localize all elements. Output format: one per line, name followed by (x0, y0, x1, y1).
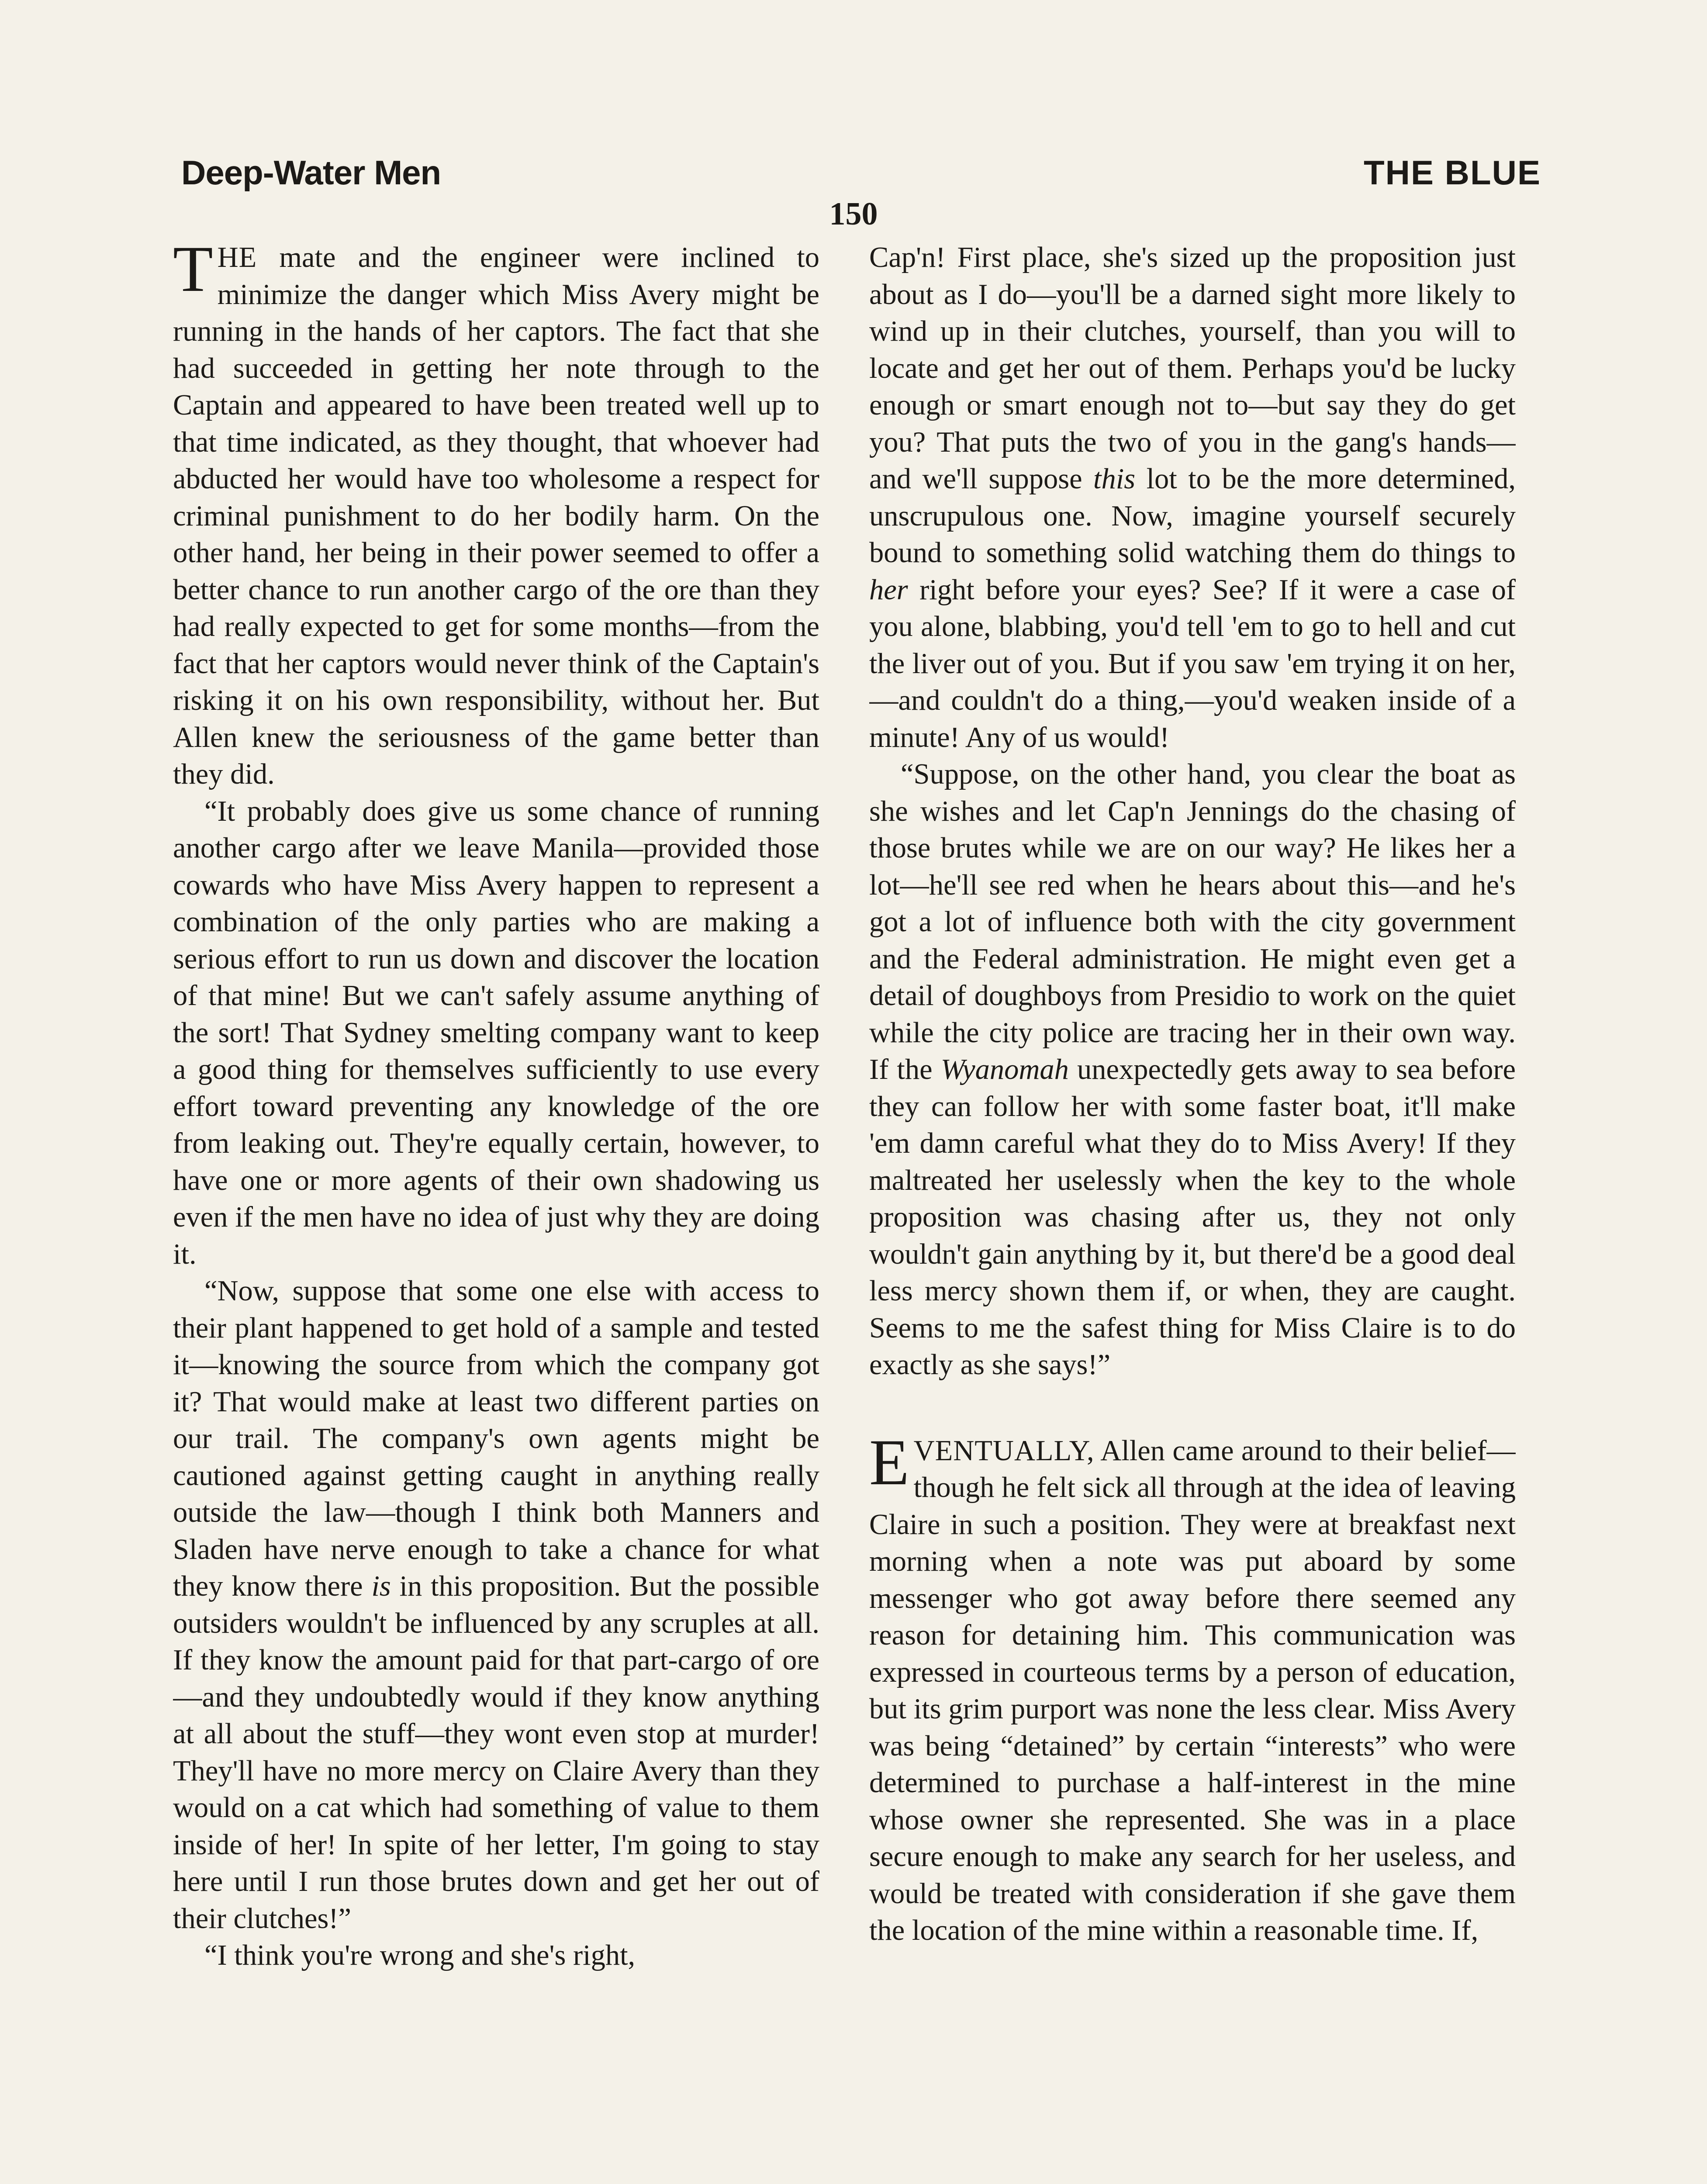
paragraph (173, 1273, 819, 1937)
paragraph-text: in this proposition. But the possible outsiders wouldn't be influenced by any scruples at all. If they know the amount paid for that part-cargo of ore—and they undoubtedly would if they know anything at all about the stuff—they wont even stop at murder! They'll have no more mercy on Claire Avery than they would on a cat which had something of value to them inside of her! In spite of her letter, I'm going to stay here until I run those brutes down and get her out of their clutches!” (173, 1570, 819, 1935)
emphasis: her (869, 574, 908, 606)
drop-cap: E (869, 1426, 909, 1499)
paragraph-text: lot to be the more determined, unscrupulous one. Now, imagine yourself securely bound to something solid watching them do things to (869, 463, 1516, 569)
emphasis: is (371, 1570, 391, 1602)
paragraph-text: mate and the engineer were inclined to minimize the danger which Miss Avery might be running in the hands of her captors. The fact that she had succeeded in getting her note through to the Captain and appeared to have been treated well up to that time indicated, as they thought, that whoever had abducted her would have too wholesome a respect for criminal punishment to do her bodily harm. On the other hand, her being in their power seemed to offer a better chance to run another cargo of the ore than they had really expected to get for some months—from the fact that her captors would never think of the Captain's risking it on his own responsibility, without her. But Allen knew the seriousness of the game better than they did. (173, 242, 819, 790)
lead-in: VENTUALLY, (913, 1434, 1095, 1467)
paragraph: “I think you're wrong and she's right, (204, 1939, 636, 1971)
paragraph (869, 239, 1516, 756)
paragraph-text: “Now, suppose that some one else with access to their plant happened to get hold of a sample and tested it—knowing the source from which the company got it? That would make at least two different parties on our trail. The company's own agents might be cautioned against getting caught in anything really outside the law—though I think both Manners and Sladen have nerve enough to take a chance for what they know there (173, 1275, 819, 1602)
ship-name: Wyanomah (940, 1054, 1069, 1085)
page-number: 150 (829, 196, 878, 232)
paragraph-text: unexpectedly gets away to sea before they can follow her with some faster boat, it'll make 'em damn careful what they do to Miss Avery! If they maltreated her uselessly when the key to the whole proposition was chasing after us, they not only wouldn't gain anything by it, but there'd be a good deal less mercy shown them if, or when, they are caught. Seems to me the safest thing for Miss Claire is to do exactly as she says!” (869, 1054, 1516, 1381)
paragraph (869, 1426, 1516, 1949)
emphasis: this (1093, 463, 1136, 495)
paragraph-text: Cap'n! First place, she's sized up the proposition just about as I do—you'll be a darned sight more likely to wind up in their clutches, yourself, than you will to locate and get her out of them. Perhaps you'd be lucky enough or smart enough not to—but say they do get you? That puts the two of you in the gang's hands—and we'll suppose (869, 242, 1516, 495)
paragraph-text: “Suppose, on the other hand, you clear the boat as she wishes and let Cap'n Jennings do the chasing of those brutes while we are on our way? He likes her a lot—he'll see red when he hears about this—and he's got a lot of influence both with the city government and the Federal administration. He might even get a detail of doughboys from Presidio to work on the quiet while the city police are tracing her in their own way. If the (869, 758, 1516, 1085)
running-header-magazine: THE BLUE (1364, 153, 1541, 192)
running-header-title: Deep-Water Men (181, 153, 441, 192)
paragraph-text: Allen came around to their belief—though he felt sick all through at the idea of leaving Claire in such a position. They were at breakfast next morning when a note was put aboard by some messenger who got away before there seemed any reason for detaining him. This communication was expressed in courteous terms by a person of education, but its grim purport was none the less clear. Miss Avery was being “detained” by certain “interests” who were determined to purchase a half-interest in the mine whose owner she represented. She was in a place secure enough to make any search for her useless, and would be treated with consideration if she gave them the location of the mine within a reasonable time. If, (869, 1434, 1516, 1946)
paragraph (173, 239, 819, 793)
lead-in: HE (217, 242, 257, 273)
paragraph: “It probably does give us some chance of running another cargo after we leave Manila—provided those cowards who have Miss Avery happen to represent a combination of the only parties who are making a serious effort to run us down and discover the location of that mine! But we can't safely assume anything of the sort! That Sydney smelting company want to keep a good thing for themselves sufficiently to use every effort toward preventing any knowledge of the ore from leaking out. They're equally certain, however, to have one or more agents of their own shadowing us even if the men have no idea of just why they are doing it. (173, 795, 819, 1270)
right-column (869, 239, 1516, 2184)
paragraph-text: right before your eyes? See? If it were a case of you alone, blabbing, you'd tell 'em to go to hell and cut the liver out of you. But if you saw 'em trying it on her,—and couldn't do a thing,—you'd weaken inside of a minute! Any of us would! (869, 574, 1516, 753)
paragraph (869, 756, 1516, 1384)
left-column (173, 239, 819, 2184)
drop-cap: T (173, 239, 213, 305)
